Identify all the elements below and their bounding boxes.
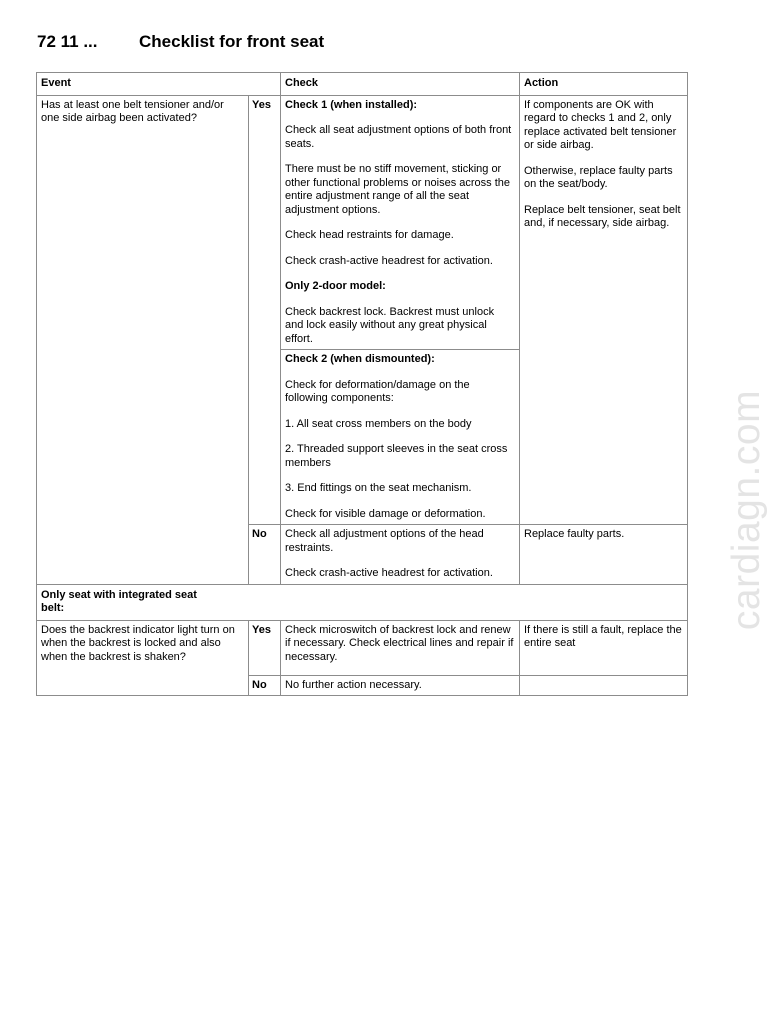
column-header-action: Action bbox=[520, 73, 688, 96]
action-item: Replace belt tensioner, seat belt and, if necessary, side airbag. bbox=[524, 203, 681, 229]
watermark: cardiagn.com bbox=[725, 389, 768, 631]
section-number: 72 11 ... bbox=[37, 32, 98, 51]
action-cell: If there is still a fault, replace the entire seat bbox=[520, 620, 688, 675]
check2-heading: Check 2 (when dismounted): bbox=[285, 353, 435, 365]
action-cell bbox=[520, 675, 688, 696]
check-item: Check crash-active headrest for activation. bbox=[285, 254, 493, 267]
action-cell: Replace faulty parts. bbox=[520, 525, 688, 585]
check-cell bbox=[281, 350, 520, 525]
check-item: Check all seat adjustment options of both front seats. bbox=[285, 124, 512, 150]
event-cell bbox=[37, 620, 249, 696]
check-item: Check for deformation/damage on the following components: bbox=[285, 378, 470, 404]
section-heading bbox=[37, 584, 688, 620]
action-item: Otherwise, replace faulty parts on the seat/body. bbox=[524, 164, 673, 190]
check-item: Check for visible damage or deformation. bbox=[285, 507, 486, 520]
column-header-event: Event bbox=[37, 73, 281, 96]
checklist-table bbox=[36, 72, 688, 696]
section-heading-text: Only seat with integrated seat belt: bbox=[41, 588, 197, 614]
check-item: 1. All seat cross members on the body bbox=[285, 417, 472, 430]
check-cell bbox=[281, 525, 520, 585]
two-door-heading: Only 2-door model: bbox=[285, 280, 386, 292]
event-text: Has at least one belt tensioner and/or one side airbag been activated? bbox=[41, 98, 224, 124]
page-title: Checklist for front seat bbox=[139, 32, 325, 51]
table-header-row bbox=[37, 73, 688, 96]
column-header-check: Check bbox=[281, 73, 520, 96]
check-cell: Check microswitch of backrest lock and renew if necessary. Check electrical lines and repair if necessary. bbox=[281, 620, 520, 675]
check-item: 2. Threaded support sleeves in the seat cross members bbox=[285, 443, 508, 469]
check-item: 3. End fittings on the seat mechanism. bbox=[285, 482, 472, 494]
section-heading-row bbox=[37, 584, 688, 620]
action-cell bbox=[520, 95, 688, 525]
check1-heading: Check 1 (when installed): bbox=[285, 98, 418, 111]
check-cell bbox=[281, 95, 520, 350]
answer-yes: Yes bbox=[249, 620, 281, 675]
page-header bbox=[37, 32, 324, 52]
check-item: Check head restraints for damage. bbox=[285, 229, 454, 241]
check-item: Check backrest lock. Backrest must unlock and lock easily without any great physical effort. bbox=[285, 305, 495, 345]
event-cell bbox=[37, 95, 249, 584]
table-row bbox=[37, 620, 688, 675]
answer-no: No bbox=[249, 525, 281, 585]
event-text: Does the backrest indicator light turn on when the backrest is locked and also when the backrest is shaken? bbox=[41, 623, 235, 663]
answer-no: No bbox=[249, 675, 281, 696]
answer-yes: Yes bbox=[249, 95, 281, 525]
check-item: There must be no stiff movement, sticking or other functional problems or noises across the entire adjustment range of all the seat adjustment options. bbox=[285, 163, 511, 216]
check-cell: No further action necessary. bbox=[281, 675, 520, 696]
action-item: If components are OK with regard to checks 1 and 2, only replace activated belt tensioner or side airbag. bbox=[524, 98, 677, 151]
check-item: Check crash-active headrest for activation. bbox=[285, 567, 493, 579]
table-row bbox=[37, 95, 688, 350]
check-item: Check all adjustment options of the head restraints. bbox=[285, 528, 484, 554]
